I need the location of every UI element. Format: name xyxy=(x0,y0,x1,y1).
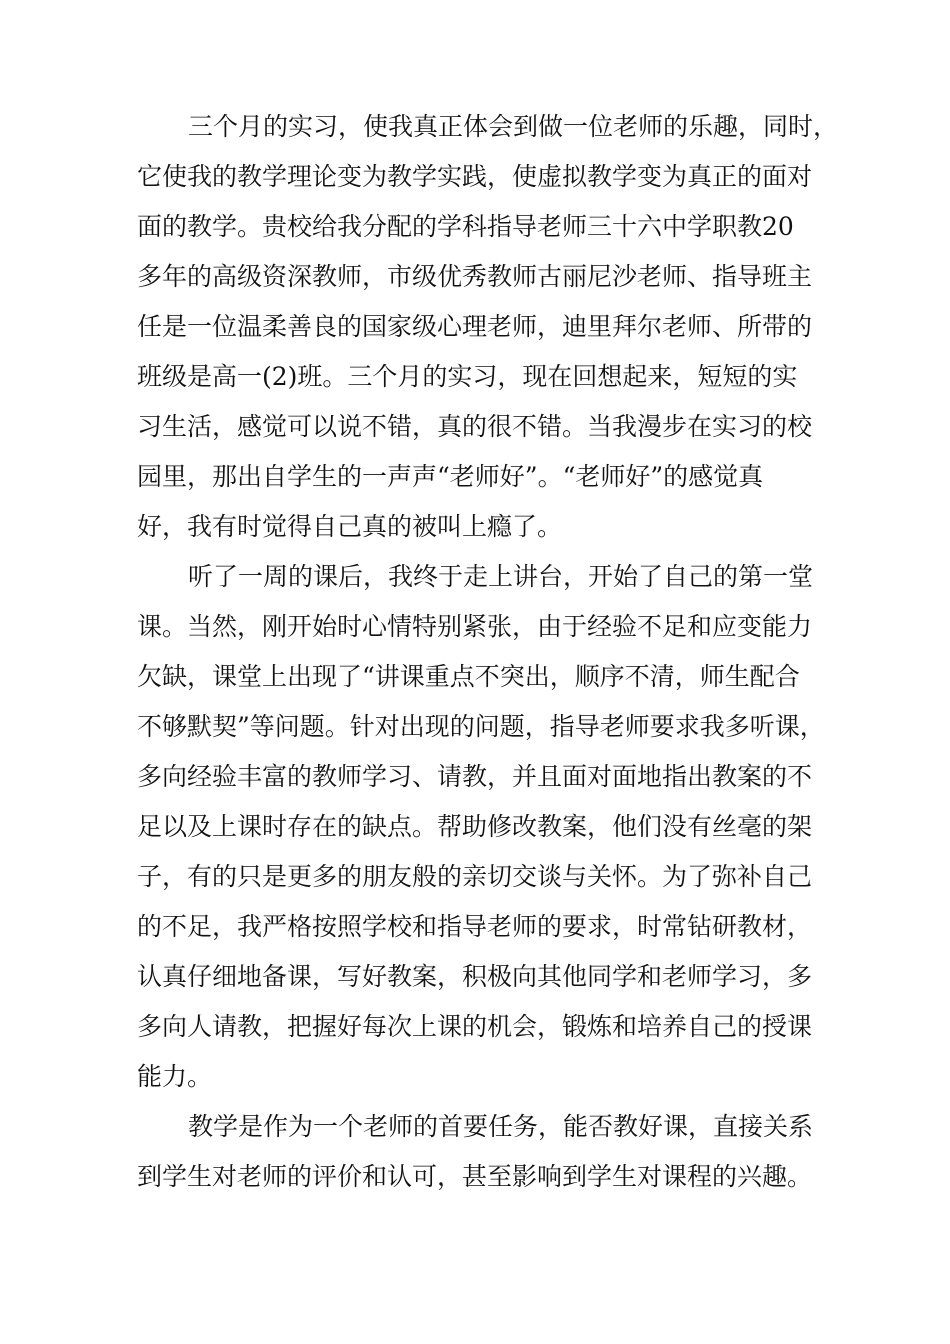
paragraph-2-line-7: 子，有的只是更多的朋友般的亲切交谈与关怀。为了弥补自己 xyxy=(137,862,813,891)
paragraph-1-line-5: 任是一位温柔善良的国家级心理老师，迪里拜尔老师、所带的 xyxy=(137,312,813,341)
paragraph-1-line-4: 多年的高级资深教师，市级优秀教师古丽尼沙老师、指导班主 xyxy=(137,262,813,291)
paragraph-1-line-2: 它使我的教学理论变为教学实践，使虚拟教学变为真正的面对 xyxy=(137,162,813,191)
paragraph-2-line-9: 认真仔细地备课，写好教案，积极向其他同学和老师学习，多 xyxy=(137,962,813,991)
paragraph-2-line-8: 的不足，我严格按照学校和指导老师的要求，时常钻研教材， xyxy=(137,912,813,941)
paragraph-2-line-6: 足以及上课时存在的缺点。帮助修改教案，他们没有丝毫的架 xyxy=(137,812,813,841)
paragraph-2-line-4: 不够默契”等问题。针对出现的问题，指导老师要求我多听课， xyxy=(137,712,825,741)
paragraph-1-line-3: 面的教学。贵校给我分配的学科指导老师三十六中学职教20 xyxy=(137,212,794,241)
paragraph-1-line-1: 三个月的实习，使我真正体会到做一位老师的乐趣，同时， xyxy=(188,112,839,141)
paragraph-1-line-8: 园里，那出自学生的一声声“老师好”。“老师好”的感觉真 xyxy=(137,462,764,491)
paragraph-3-line-2: 到学生对老师的评价和认可，甚至影响到学生对课程的兴趣。 xyxy=(137,1162,813,1191)
paragraph-2-line-3: 欠缺，课堂上出现了“讲课重点不突出，顺序不清，师生配合 xyxy=(137,662,800,691)
paragraph-3-line-1: 教学是作为一个老师的首要任务，能否教好课，直接关系 xyxy=(188,1112,814,1141)
paragraph-1-line-7: 习生活，感觉可以说不错，真的很不错。当我漫步在实习的校 xyxy=(137,412,813,441)
paragraph-2-line-10: 多向人请教，把握好每次上课的机会，锻炼和培养自己的授课 xyxy=(137,1012,813,1041)
paragraph-2-line-1: 听了一周的课后，我终于走上讲台，开始了自己的第一堂 xyxy=(188,562,814,591)
paragraph-2-line-5: 多向经验丰富的教师学习、请教，并且面对面地指出教案的不 xyxy=(137,762,813,791)
paragraph-1-line-9: 好，我有时觉得自己真的被叫上瘾了。 xyxy=(137,512,563,541)
paragraph-2-line-2: 课。当然，刚开始时心情特别紧张，由于经验不足和应变能力 xyxy=(137,612,813,641)
paragraph-1-line-6: 班级是高一(2)班。三个月的实习，现在回想起来，短短的实 xyxy=(137,362,798,391)
paragraph-2-line-11: 能力。 xyxy=(137,1062,213,1091)
